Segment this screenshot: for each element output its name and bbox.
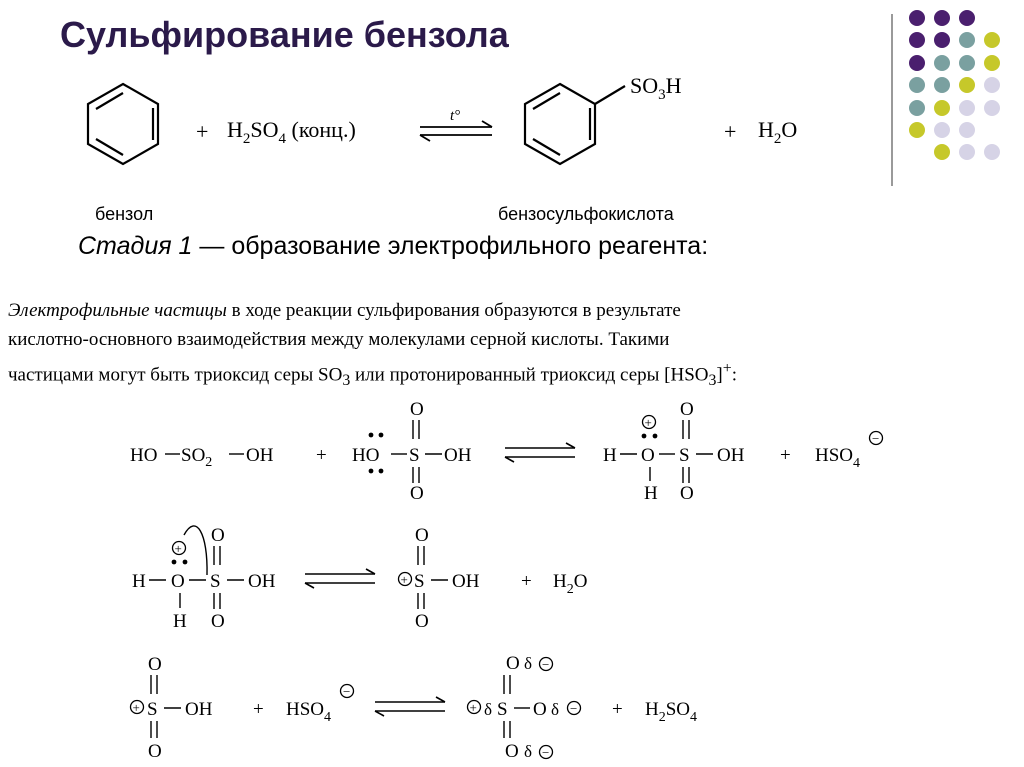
atom-oh: OH: [248, 571, 276, 592]
svg-text:−: −: [542, 745, 550, 760]
atom-ho: HO: [130, 445, 158, 466]
arrow-label-temperature: t°: [450, 108, 461, 124]
so3h-group: $SO_3H$: [630, 73, 682, 103]
atom-o: O: [410, 483, 424, 504]
positive-charge-icon: [131, 700, 144, 715]
atom-oh: OH: [717, 445, 745, 466]
negative-charge-icon: [568, 701, 581, 716]
plus-sign: +: [724, 119, 737, 144]
atom-o: O: [410, 399, 424, 420]
plus-sign: +: [196, 119, 209, 144]
atom-s: S: [497, 699, 508, 720]
svg-text:+: +: [469, 700, 477, 715]
atom-h: H: [173, 611, 187, 632]
partial-charge-delta: δ: [551, 700, 560, 719]
plus-sign: +: [780, 445, 791, 466]
atom-o: O: [211, 525, 225, 546]
atom-o: O: [211, 611, 225, 632]
atom-o: O: [533, 699, 547, 720]
product-label: бензосульфокислота: [498, 204, 674, 224]
atom-o: O: [415, 525, 429, 546]
atom-o: O: [415, 611, 429, 632]
svg-text:+: +: [644, 415, 652, 430]
atom-o: O: [641, 445, 655, 466]
atom-h: H: [603, 445, 617, 466]
atom-ho: HO: [352, 445, 380, 466]
negative-charge-icon: [540, 745, 553, 760]
partial-charge-delta: δ: [524, 742, 533, 761]
atom-oh: OH: [452, 571, 480, 592]
equilibrium-arrow: [305, 569, 375, 588]
svg-text:−: −: [343, 684, 351, 699]
atom-oh: OH: [444, 445, 472, 466]
svg-text:−: −: [542, 657, 550, 672]
ion-hso4: $HSO_4$: [815, 445, 861, 471]
row-2: [132, 525, 587, 632]
equilibrium-arrow: [375, 697, 445, 716]
svg-text:+: +: [132, 700, 140, 715]
partial-charge-delta: δ: [484, 700, 493, 719]
svg-text:+: +: [174, 541, 182, 556]
benzenesulfonic-acid-ring: [525, 84, 625, 164]
equilibrium-arrow: [505, 443, 575, 462]
positive-charge-icon: [643, 415, 656, 430]
svg-text:+: +: [400, 572, 408, 587]
svg-text:−: −: [872, 431, 880, 446]
atom-oh: OH: [246, 445, 274, 466]
atom-s: S: [147, 699, 158, 720]
atom-o: O: [680, 399, 694, 420]
slide-title: Сульфирование бензола: [60, 14, 509, 55]
atom-o: O: [505, 741, 519, 762]
reaction-benzene-sulfonation: [0, 0, 1024, 230]
row-1: [130, 399, 883, 504]
negative-charge-icon: [870, 431, 883, 446]
positive-charge-icon: [173, 541, 186, 556]
water-product: $H_2O$: [758, 117, 798, 147]
atom-s: S: [679, 445, 690, 466]
atom-o: O: [506, 653, 520, 674]
atom-s: S: [414, 571, 425, 592]
partial-charge-delta: δ: [524, 654, 533, 673]
stage-heading: Стадия 1 — образование электрофильного реагента:: [78, 232, 709, 260]
negative-charge-icon: [341, 684, 354, 699]
plus-sign: +: [612, 699, 623, 720]
atom-o: O: [148, 741, 162, 762]
plus-sign: +: [521, 571, 532, 592]
atom-o: O: [171, 571, 185, 592]
positive-charge-icon: [399, 572, 412, 587]
row-3: [131, 653, 698, 762]
plus-sign: +: [316, 445, 327, 466]
curved-arrow: [184, 526, 207, 575]
equilibrium-arrow: [420, 121, 492, 141]
molecule-h2so4: $H_2SO_4$: [645, 699, 698, 725]
reagent-h2so4: $H_2SO_4$ (конц.): [227, 117, 356, 147]
benzene-label: бензол: [95, 204, 154, 224]
plus-sign: +: [253, 699, 264, 720]
atom-h: H: [132, 571, 146, 592]
reaction-scheme: [0, 395, 1024, 767]
benzene-ring: [88, 84, 158, 164]
molecule-water: $H_2O$: [553, 571, 588, 597]
atom-o: O: [148, 654, 162, 675]
atom-o: O: [680, 483, 694, 504]
atom-s: S: [409, 445, 420, 466]
atom-s: S: [210, 571, 221, 592]
group-so2: $SO_2$: [181, 445, 213, 470]
atom-h: H: [644, 483, 658, 504]
ion-hso4: $HSO_4$: [286, 699, 332, 725]
description-paragraph: Электрофильные частицы в ходе реакции сульфирования образуются в результате кислотно-основного взаимодействия между молекулами серной кислоты. Такими частицами могут быть триоксид серы $SO_3$ или протонированный триоксид серы $[HSO_3]^+$:: [8, 300, 737, 390]
negative-charge-icon: [540, 657, 553, 672]
positive-charge-icon: [468, 700, 481, 715]
atom-oh: OH: [185, 699, 213, 720]
svg-text:−: −: [570, 701, 578, 716]
